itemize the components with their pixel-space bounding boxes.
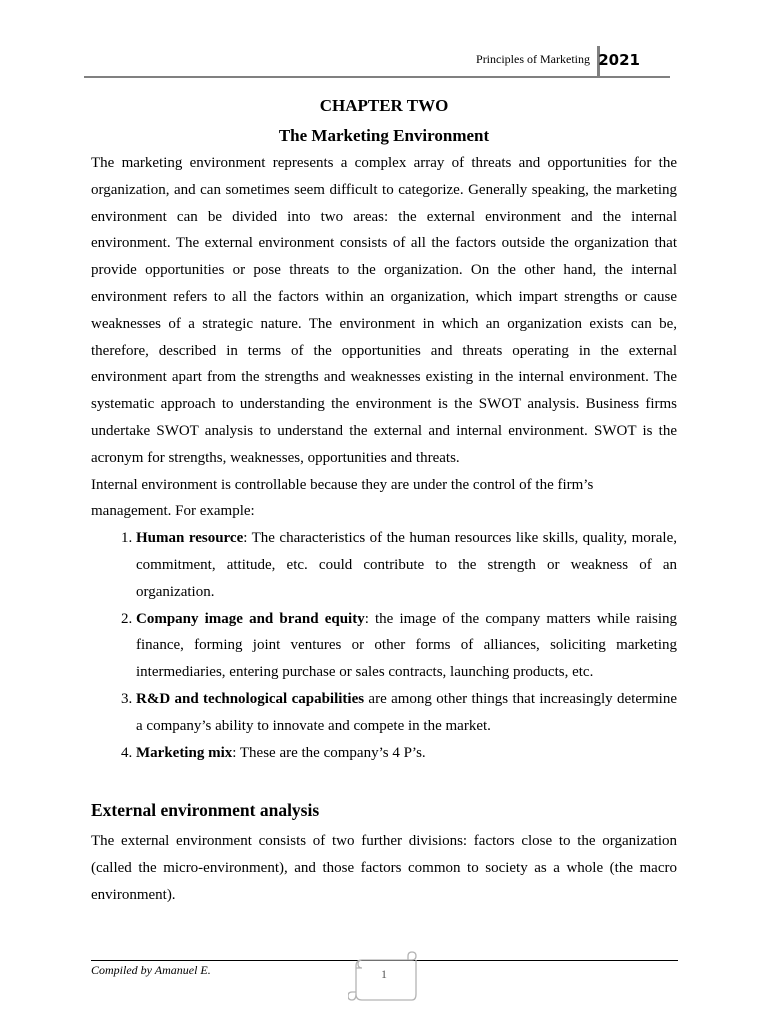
chapter-subtitle: The Marketing Environment	[278, 126, 490, 145]
internal-intro-line-2: management. For example:	[91, 503, 255, 520]
section-heading: External environment analysis	[91, 800, 320, 821]
list-item-text: : These are the company’s 4 P’s.	[232, 744, 426, 761]
list-item-term: Marketing mix	[136, 744, 233, 761]
list-item-term: Human resource	[136, 530, 244, 547]
list-item-text: are among other things that increasingly determine a company’s ability to innovate and compete in the market.	[136, 690, 677, 734]
list-item-term: Company image and brand equity	[136, 610, 365, 627]
internal-intro-line-1: Internal environment is controllable because they are under the control of the firm’s	[91, 476, 594, 493]
page-number: 1	[381, 967, 387, 981]
header-year: 2021	[598, 51, 640, 69]
list-item	[136, 686, 677, 740]
footer-author: Compiled by Amanuel E.	[91, 963, 211, 977]
page-content	[91, 94, 677, 909]
intro-paragraph: The marketing environment represents a complex array of threats and opportunities for the organization, and can sometimes seem difficult to categorize. Generally speaking, the marketing environment can be divided into two areas: the external environment and the internal environment. The external environment consists of all the factors outside the organization that provide opportunities or pose threats to the organization. On the other hand, the internal environment refers to all the factors within an organization, which impart strengths or cause weaknesses of a strategic nature. The environment in which an organization exists can be, therefore, described in terms of the opportunities and threats operating in the external environment apart from the strengths and weaknesses existing in the internal environment. The systematic approach to understanding the environment is the SWOT analysis. Business firms undertake SWOT analysis to understand the external and internal environment. SWOT is the acronym for strengths, weaknesses, opportunities and threats.	[91, 155, 677, 466]
internal-factors-list	[91, 525, 677, 766]
header-title: Principles of Marketing	[476, 52, 590, 66]
external-paragraph: The external environment consists of two further divisions: factors close to the organization (called the micro-environment), and those factors common to society as a whole (the macro environment).	[91, 833, 677, 903]
list-item-text: : the image of the company matters while raising finance, forming joint ventures or other forms of alliances, soliciting marketing intermediaries, entering purchase or sales contracts, launching products, etc.	[136, 610, 677, 681]
list-item-text: : The characteristics of the human resources like skills, quality, morale, commitment, attitude, etc. could contribute to the strength or weakness of an organization.	[136, 530, 677, 600]
page-header	[84, 46, 670, 78]
list-item	[136, 740, 677, 767]
list-item-term: R&D and technological capabilities	[136, 690, 365, 707]
list-item	[136, 525, 677, 605]
list-item	[136, 606, 677, 686]
chapter-title: CHAPTER TWO	[319, 96, 449, 115]
